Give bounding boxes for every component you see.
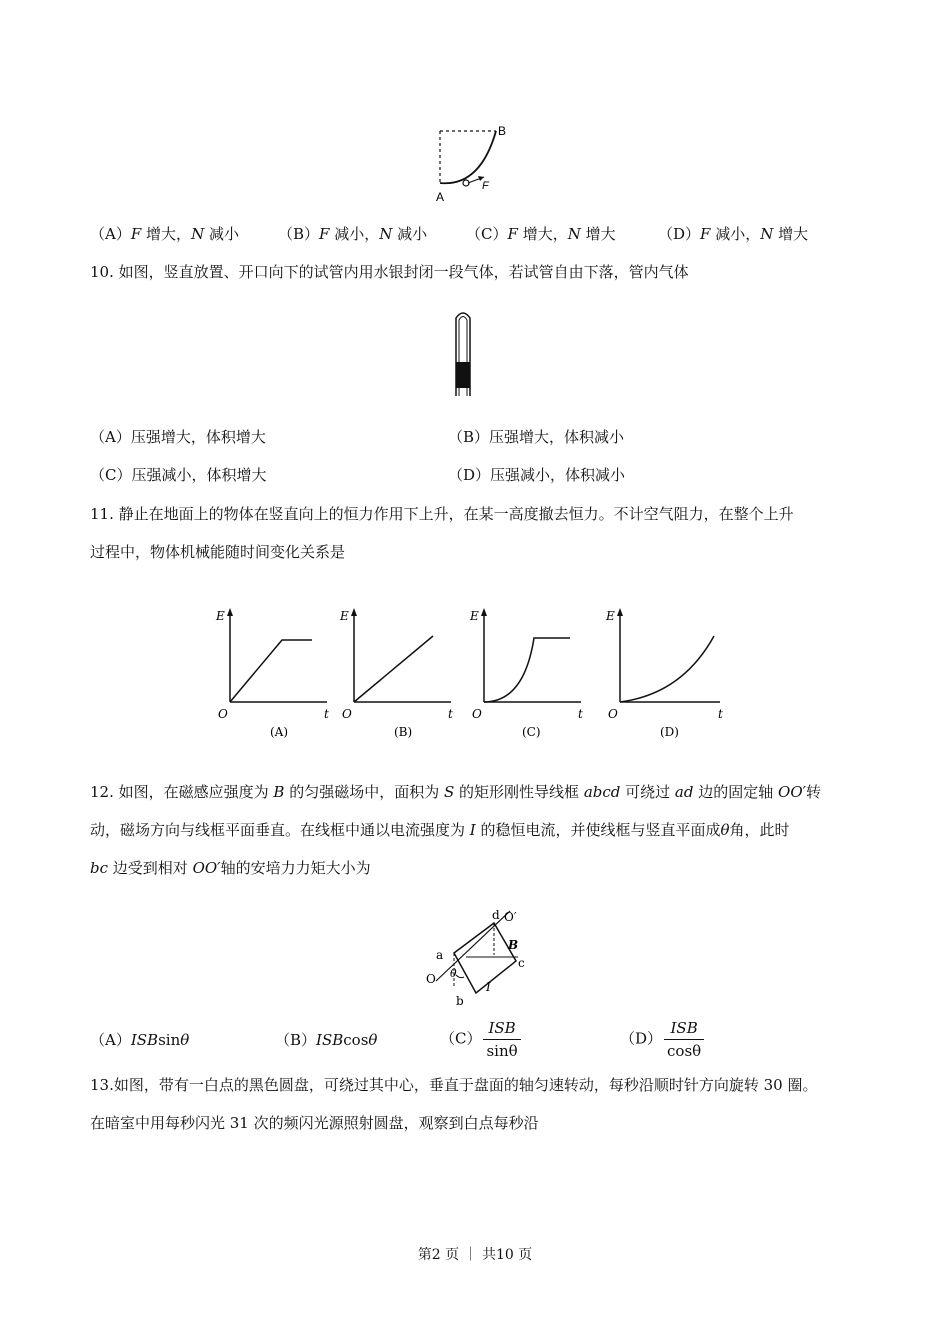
q10-option-d: （D）压强减小，体积减小 — [448, 466, 626, 484]
q9-option-b: （B）F 减小，N 减小 — [278, 225, 428, 243]
q9-option-d: （D）F 减小，N 增大 — [658, 225, 809, 243]
q11c-label: (C) — [522, 725, 541, 739]
q11a-origin: O — [218, 707, 228, 721]
q9-option-c: （C）F 增大，N 增大 — [466, 225, 616, 243]
q9-label-F: F — [482, 180, 489, 192]
q11b-origin: O — [342, 707, 352, 721]
q11d-label: (D) — [660, 725, 679, 739]
q13-stem-line2: 在暗室中用每秒闪光 31 次的频闪光源照射圆盘，观察到白点每秒沿 — [90, 1114, 539, 1132]
q11-stem-line2: 过程中，物体机械能随时间变化关系是 — [90, 543, 346, 561]
q11-stem-line1: 11. 静止在地面上的物体在竖直向上的恒力作用下上升，在某一高度撤去恒力。不计空气阻力，在整个上升 — [90, 505, 794, 523]
q11a-axis-x: t — [324, 707, 329, 721]
q12-label-B: B — [508, 938, 519, 952]
q11a-label: (A) — [270, 725, 289, 739]
q11c-origin: O — [472, 707, 482, 721]
q12-option-c: （C） $\frac{\text{ISB}}{\sin\theta}$ — [440, 1017, 521, 1062]
q11b-label: (B) — [394, 725, 413, 739]
q11d-origin: O — [608, 707, 618, 721]
q12-label-I: I — [486, 980, 491, 994]
q11-graph-d — [602, 602, 732, 742]
q9-label-B: B — [498, 125, 507, 138]
q11c-axis-x: t — [578, 707, 583, 721]
q12-option-d: （D） $\frac{\text{ISB}}{\cos\theta}$ — [620, 1017, 704, 1062]
q11b-axis-y: E — [340, 609, 349, 623]
q10-option-b: （B）压强增大，体积减小 — [448, 428, 625, 446]
page-footer: 第2 页 ｜ 共10 页 — [417, 1247, 533, 1263]
q12-label-b: b — [456, 994, 464, 1008]
q11c-axis-y: E — [470, 609, 479, 623]
q10-stem: 10. 如图，竖直放置、开口向下的试管内用水银封闭一段气体，若试管自由下落，管内气体 — [90, 263, 689, 281]
q12-label-a: a — [436, 948, 444, 962]
q9-option-a: （A）F 增大，N 减小 — [90, 225, 239, 243]
q11-graph-b — [336, 602, 461, 742]
q10-option-a: （A）压强增大，体积增大 — [90, 428, 266, 446]
q12-label-c: c — [518, 956, 525, 970]
q9-label-A: A — [436, 190, 445, 204]
q12-figure — [420, 905, 535, 1013]
q12-stem-line2: 动，磁场方向与线框平面垂直。在线框中通以电流强度为 I 的稳恒电流，并使线框与竖直平面成θ角，此时 — [90, 821, 790, 839]
q11-graph-c — [466, 602, 591, 742]
q11d-axis-x: t — [718, 707, 723, 721]
q12-option-b: （B）ISBcosθ — [275, 1031, 378, 1049]
q9-figure — [430, 125, 510, 207]
q11-graph-a — [212, 602, 337, 742]
q11b-axis-x: t — [448, 707, 453, 721]
q12-stem-line3: bc 边受到相对 OO′轴的安培力力矩大小为 — [90, 859, 371, 877]
q10-test-tube — [450, 310, 476, 402]
q12-label-d: d — [492, 908, 500, 922]
q12-label-O: O — [426, 972, 436, 986]
q11a-axis-y: E — [216, 609, 225, 623]
q12-label-theta: θ — [450, 967, 457, 980]
q12-label-O-prime: O′ — [504, 910, 517, 924]
q11d-axis-y: E — [606, 609, 615, 623]
q13-stem-line1: 13.如图，带有一白点的黑色圆盘，可绕过其中心，垂直于盘面的轴匀速转动，每秒沿顺时针方向旋转 30 圈。 — [90, 1076, 818, 1094]
q12-stem-line1: 12. 如图，在磁感应强度为 B 的匀强磁场中，面积为 S 的矩形刚性导线框 abcd 可绕过 ad 边的固定轴 OO′转 — [90, 783, 822, 801]
q10-option-c: （C）压强减小，体积增大 — [90, 466, 267, 484]
q12-option-a: （A）ISBsinθ — [90, 1031, 190, 1049]
